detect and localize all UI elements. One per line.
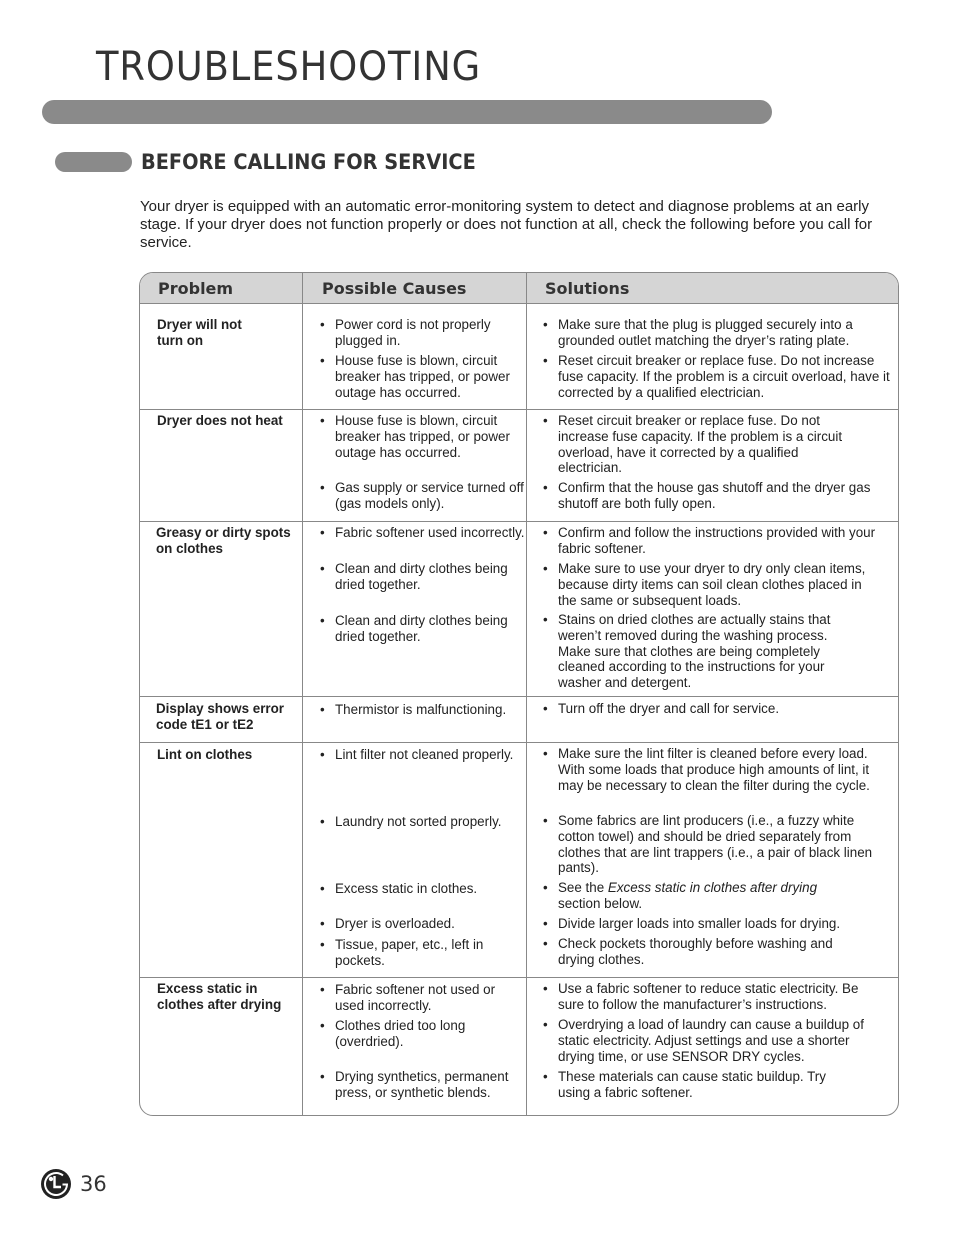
problem-label: Excess static in clothes after drying — [157, 981, 282, 1012]
table-row — [140, 304, 898, 410]
solution-item: • Reset circuit breaker or replace fuse. Do not increase fuse capacity. If the problem is a circuit overload, have it corrected by a qualified electrician. — [543, 413, 858, 476]
cause-item: • Clean and dirty clothes being dried together. — [320, 561, 525, 593]
troubleshooting-table — [139, 272, 899, 1116]
problem-label: Dryer does not heat — [157, 413, 283, 428]
solution-item: • Divide larger loads into smaller loads for drying. — [543, 916, 892, 932]
table-row — [140, 978, 898, 1115]
table-row — [140, 522, 898, 697]
cause-item: • Laundry not sorted properly. — [320, 814, 535, 830]
solution-item: • Some fabrics are lint producers (i.e., a fuzzy white cotton towel) and should be dried separately from clothes that are lint trappers (i.e., a pair of black linen pants). — [543, 813, 878, 876]
solution-item: • Stains on dried clothes are actually stains that weren’t removed during the washing process. Make sure that clothes are being completely cleaned according to the instructions for your washer and detergent. — [543, 612, 863, 691]
cause-item: • Clean and dirty clothes being dried together. — [320, 613, 525, 645]
solution-section-ref: Excess static in clothes after drying — [607, 880, 818, 895]
problem-label: Greasy or dirty spots on clothes — [156, 525, 291, 556]
header-causes: Possible Causes — [322, 279, 467, 298]
cause-item: • Thermistor is malfunctioning. — [320, 702, 535, 718]
solution-item: • Check pockets thoroughly before washing and drying clothes. — [543, 936, 863, 968]
cause-item: • Drying synthetics, permanent press, or synthetic blends. — [320, 1069, 525, 1101]
section-pill — [55, 152, 132, 172]
cause-item: • House fuse is blown, circuit breaker has tripped, or power outage has occurred. — [320, 353, 525, 400]
table-header — [140, 273, 898, 304]
problem-label: Lint on clothes — [157, 747, 253, 762]
solution-item: • Make sure to use your dryer to dry only clean items, because dirty items can soil clean clothes placed in the same or subsequent loads. — [543, 561, 878, 608]
solution-item: • Use a fabric softener to reduce static electricity. Be sure to follow the manufacturer’s instructions. — [543, 981, 878, 1013]
cause-item: • Fabric softener used incorrectly. — [320, 525, 525, 541]
cause-item: • Fabric softener not used or used incorrectly. — [320, 982, 525, 1014]
solution-item — [543, 880, 892, 912]
problem-label: Display shows error code tE1 or tE2 — [156, 701, 285, 732]
table-row — [140, 697, 898, 743]
title-bar — [42, 100, 772, 124]
solution-item: • Overdrying a load of laundry can cause a buildup of static electricity. Adjust settings and use a shorter drying time, or use SENSOR DRY cycles. — [543, 1017, 878, 1064]
solution-item: • Make sure the lint filter is cleaned before every load. With some loads that produce high amounts of lint, it may be necessary to clean the filter during the cycle. — [543, 746, 892, 793]
cause-item: • Dryer is overloaded. — [320, 916, 525, 932]
solution-item: • Confirm that the house gas shutoff and the dryer gas shutoff are both fully open. — [543, 480, 892, 512]
solution-item: • Make sure that the plug is plugged securely into a grounded outlet matching the dryer’s rating plate. — [543, 317, 892, 349]
solution-item: • Reset circuit breaker or replace fuse. Do not increase fuse capacity. If the problem is a circuit overload, have it corrected by a qualified electrician. — [543, 353, 892, 400]
cause-item: • Lint filter not cleaned properly. — [320, 747, 525, 763]
solution-text: section below. — [558, 895, 643, 911]
header-problem: Problem — [158, 279, 234, 298]
cause-item: • Power cord is not properly plugged in. — [320, 317, 525, 349]
page-title: TROUBLESHOOTING — [96, 44, 482, 90]
problem-label: Dryer will not turn on — [157, 317, 242, 348]
cause-item: • Tissue, paper, etc., left in pockets. — [320, 937, 495, 969]
page-number: 36 — [80, 1172, 107, 1196]
cause-item: • Excess static in clothes. — [320, 881, 525, 897]
solution-item: • These materials can cause static buildup. Try using a fabric softener. — [543, 1069, 858, 1101]
solution-item: • Turn off the dryer and call for service. — [543, 701, 892, 717]
solution-item: • Confirm and follow the instructions provided with your fabric softener. — [543, 525, 892, 557]
solution-text: See the — [558, 880, 608, 895]
lg-logo-icon — [40, 1168, 72, 1200]
table-row — [140, 410, 898, 522]
table-row — [140, 743, 898, 978]
cause-item: • Gas supply or service turned off (gas models only). — [320, 480, 525, 512]
cause-item: • House fuse is blown, circuit breaker has tripped, or power outage has occurred. — [320, 413, 525, 460]
intro-paragraph: Your dryer is equipped with an automatic error-monitoring system to detect and diagnose problems at an early stage. If your dryer does not function properly or does not function at all, check the following before you call for service. — [140, 198, 873, 251]
section-title: BEFORE CALLING FOR SERVICE — [141, 150, 476, 174]
cause-item: • Clothes dried too long (overdried). — [320, 1018, 515, 1050]
header-solutions: Solutions — [545, 279, 630, 298]
